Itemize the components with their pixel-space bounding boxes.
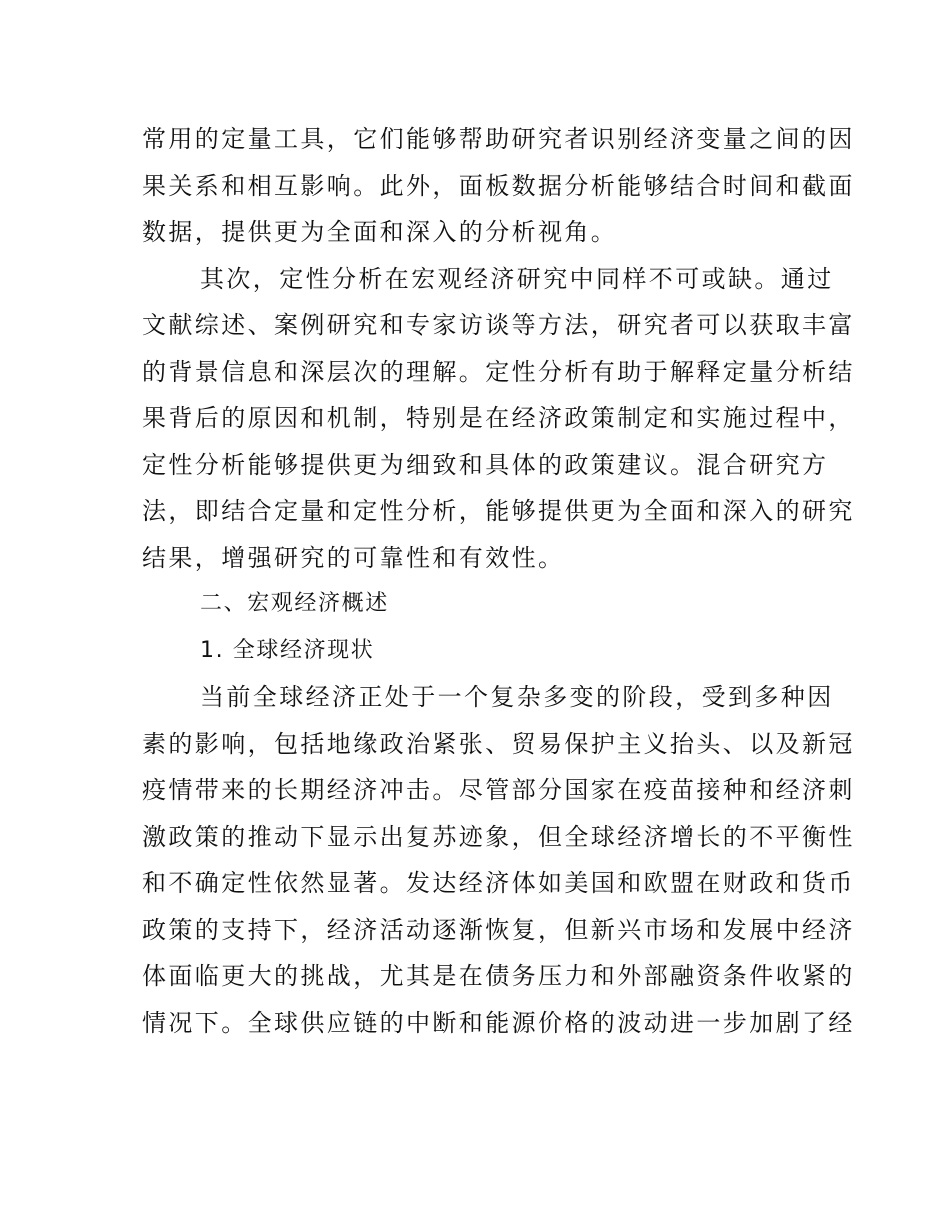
paragraph-line: 体面临更大的挑战，尤其是在债务压力和外部融资条件收紧的 bbox=[142, 962, 855, 990]
paragraph-line: 常用的定量工具，它们能够帮助研究者识别经济变量之间的因 bbox=[142, 125, 855, 153]
paragraph-line: 果背后的原因和机制，特别是在经济政策制定和实施过程中， bbox=[142, 404, 855, 432]
paragraph-line: 当前全球经济正处于一个复杂多变的阶段，受到多种因 bbox=[200, 683, 834, 711]
paragraph-line: 激政策的推动下显示出复苏迹象，但全球经济增长的不平衡性 bbox=[142, 822, 855, 851]
paragraph-line: 定性分析能够提供更为细致和具体的政策建议。混合研究方 bbox=[142, 450, 829, 479]
paragraph-line: 结果，增强研究的可靠性和有效性。 bbox=[142, 543, 565, 572]
paragraph-line: 文献综述、案例研究和专家访谈等方法，研究者可以获取丰富 bbox=[142, 311, 855, 339]
paragraph-line: 情况下。全球供应链的中断和能源价格的波动进一步加剧了经 bbox=[142, 1008, 855, 1037]
paragraph-line: 果关系和相互影响。此外，面板数据分析能够结合时间和截面 bbox=[142, 171, 855, 200]
paragraph-line: 和不确定性依然显著。发达经济体如美国和欧盟在财政和货币 bbox=[142, 869, 855, 897]
subsection-heading: 1. 全球经济现状 bbox=[200, 637, 375, 663]
section-heading: 二、宏观经济概述 bbox=[200, 591, 389, 616]
paragraph-line: 的背景信息和深层次的理解。定性分析有助于解释定量分析结 bbox=[142, 357, 855, 386]
paragraph-line: 法，即结合定量和定性分析，能够提供更为全面和深入的研究 bbox=[142, 497, 855, 525]
paragraph-line: 疫情带来的长期经济冲击。尽管部分国家在疫苗接种和经济刺 bbox=[142, 776, 855, 804]
paragraph-line: 政策的支持下，经济活动逐渐恢复，但新兴市场和发展中经济 bbox=[142, 915, 855, 944]
document-body bbox=[142, 116, 855, 1046]
paragraph-line: 其次，定性分析在宏观经济研究中同样不可或缺。通过 bbox=[200, 264, 834, 293]
paragraph-line: 素的影响，包括地缘政治紧张、贸易保护主义抬头、以及新冠 bbox=[142, 729, 855, 758]
paragraph-line: 数据，提供更为全面和深入的分析视角。 bbox=[142, 218, 618, 246]
